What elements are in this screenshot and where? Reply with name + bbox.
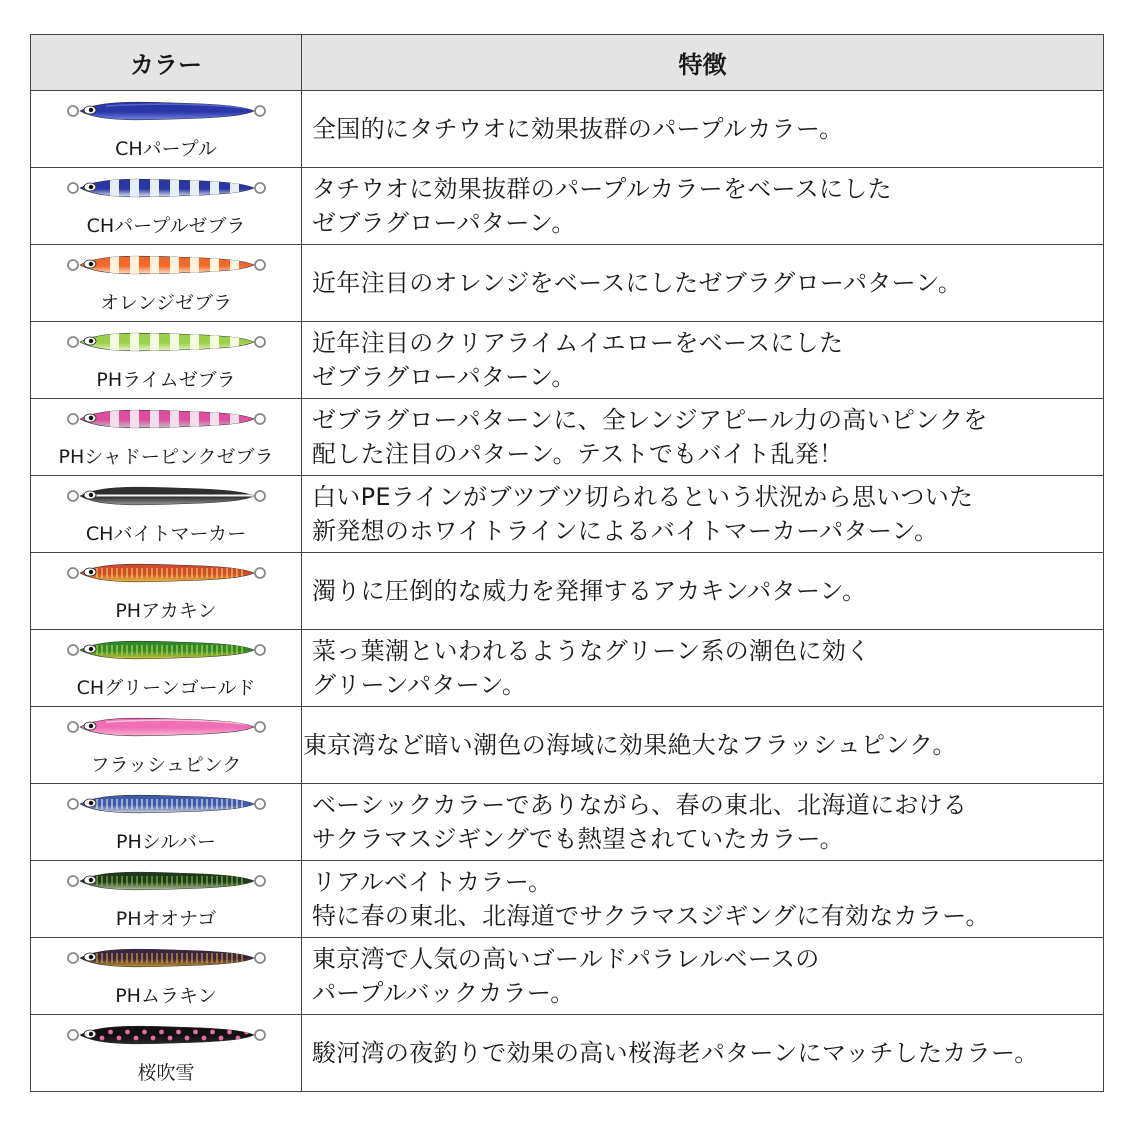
jig-lure-image [66, 559, 266, 587]
split-ring-icon [255, 645, 265, 655]
column-header-color: カラー [31, 35, 302, 91]
split-ring-icon [68, 645, 78, 655]
split-ring-icon [255, 183, 265, 193]
color-cell [31, 707, 302, 784]
color-cell [31, 553, 302, 630]
table-row [31, 1015, 1104, 1092]
color-name: フラッシュピンク [90, 754, 242, 776]
table-row [31, 168, 1104, 245]
feature-description: 近年注目のオレンジをベースにしたゼブラグローパターン。 [302, 245, 1104, 322]
table-row [31, 630, 1104, 707]
jig-lure-image [66, 636, 266, 664]
color-name: PHオオナゴ [115, 908, 217, 930]
split-ring-icon [68, 876, 78, 886]
color-cell [31, 784, 302, 861]
feature-description: 菜っ葉潮といわれるようなグリーン系の潮色に効く グリーンパターン。 [302, 630, 1104, 707]
jig-lure-image [66, 713, 266, 741]
split-ring-icon [255, 876, 265, 886]
table-header-row [31, 35, 1104, 91]
color-name: PHシャドーピンクゼブラ [58, 446, 274, 468]
split-ring-icon [255, 799, 265, 809]
lure-image-wrap [31, 251, 301, 291]
lure-image-wrap [31, 1021, 301, 1061]
split-ring-icon [68, 722, 78, 732]
jig-lure-image [66, 328, 266, 356]
column-header-feature: 特徴 [302, 35, 1104, 91]
lure-image-wrap [31, 559, 301, 599]
split-ring-icon [255, 568, 265, 578]
split-ring-icon [68, 106, 78, 116]
jig-lure-image [66, 251, 266, 279]
table-row [31, 938, 1104, 1015]
table-row [31, 553, 1104, 630]
table-row [31, 861, 1104, 938]
feature-description: 近年注目のクリアライムイエローをベースにした ゼブラグローパターン。 [302, 322, 1104, 399]
lure-image-wrap [31, 174, 301, 214]
split-ring-icon [255, 106, 265, 116]
lure-image-wrap [31, 405, 301, 445]
color-cell [31, 476, 302, 553]
lure-body [80, 333, 254, 351]
split-ring-icon [68, 953, 78, 963]
split-ring-icon [68, 414, 78, 424]
split-ring-icon [68, 1030, 78, 1040]
color-cell [31, 245, 302, 322]
color-cell [31, 91, 302, 168]
jig-lure-image [66, 405, 266, 433]
split-ring-icon [255, 722, 265, 732]
split-ring-icon [255, 491, 265, 501]
lure-image-wrap [31, 97, 301, 137]
split-ring-icon [68, 491, 78, 501]
split-ring-icon [68, 260, 78, 270]
color-name: 桜吹雪 [137, 1062, 195, 1084]
lure-image-wrap [31, 328, 301, 368]
table-row [31, 399, 1104, 476]
color-name: PHライムゼブラ [96, 369, 236, 391]
split-ring-icon [255, 1030, 265, 1040]
feature-description: ベーシックカラーでありながら、春の東北、北海道における サクラマスジギングでも熱望されていたカラー。 [302, 784, 1104, 861]
lure-image-wrap [31, 636, 301, 676]
color-name: CHバイトマーカー [85, 523, 247, 545]
table-row [31, 91, 1104, 168]
color-name: PHムラキン [115, 985, 217, 1007]
jig-lure-image [66, 944, 266, 972]
color-cell [31, 938, 302, 1015]
color-name: PHアカキン [115, 600, 217, 622]
split-ring-icon [255, 953, 265, 963]
jig-lure-image [66, 867, 266, 895]
jig-lure-image [66, 482, 266, 510]
feature-description: 駿河湾の夜釣りで効果の高い桜海老パターンにマッチしたカラー。 [302, 1015, 1104, 1092]
feature-description: リアルベイトカラー。 特に春の東北、北海道でサクラマスジギングに有効なカラー。 [302, 861, 1104, 938]
color-cell [31, 322, 302, 399]
lure-image-wrap [31, 944, 301, 984]
color-name: PHシルバー [116, 831, 216, 853]
jig-lure-image [66, 1021, 266, 1049]
color-name: CHグリーンゴールド [76, 677, 256, 699]
split-ring-icon [255, 260, 265, 270]
lure-image-wrap [31, 867, 301, 907]
lure-body [80, 256, 254, 274]
color-name: CHパープルゼブラ [86, 215, 246, 237]
split-ring-icon [255, 414, 265, 424]
split-ring-icon [68, 183, 78, 193]
lure-body [80, 179, 254, 197]
jig-lure-image [66, 174, 266, 202]
table-row [31, 476, 1104, 553]
feature-description: 白いPEラインがブツブツ切られるという状況から思いついた 新発想のホワイトラインによるバイトマーカーパターン。 [302, 476, 1104, 553]
color-name: オレンジゼブラ [99, 292, 233, 314]
color-feature-table [30, 34, 1104, 1092]
lure-body [80, 410, 254, 428]
color-cell [31, 630, 302, 707]
lure-body [80, 1026, 254, 1044]
color-name: CHパープル [115, 138, 217, 160]
jig-lure-image [66, 97, 266, 125]
feature-description: 濁りに圧倒的な威力を発揮するアカキンパターン。 [302, 553, 1104, 630]
table-row [31, 322, 1104, 399]
table-body [31, 91, 1104, 1092]
lure-image-wrap [31, 790, 301, 830]
split-ring-icon [68, 799, 78, 809]
feature-description: 東京湾など暗い潮色の海域に効果絶大なフラッシュピンク。 [302, 707, 1104, 784]
color-cell [31, 1015, 302, 1092]
table-row [31, 707, 1104, 784]
table-row [31, 245, 1104, 322]
feature-description: タチウオに効果抜群のパープルカラーをベースにした ゼブラグローパターン。 [302, 168, 1104, 245]
feature-description: ゼブラグローパターンに、全レンジアピール力の高いピンクを 配した注目のパターン。テストでもバイト乱発！ [302, 399, 1104, 476]
lure-image-wrap [31, 713, 301, 753]
table-row [31, 784, 1104, 861]
jig-lure-image [66, 790, 266, 818]
feature-description: 全国的にタチウオに効果抜群のパープルカラー。 [302, 91, 1104, 168]
color-cell [31, 861, 302, 938]
feature-description: 東京湾で人気の高いゴールドパラレルベースの パープルバックカラー。 [302, 938, 1104, 1015]
lure-image-wrap [31, 482, 301, 522]
split-ring-icon [68, 337, 78, 347]
color-cell [31, 399, 302, 476]
color-cell [31, 168, 302, 245]
split-ring-icon [255, 337, 265, 347]
split-ring-icon [68, 568, 78, 578]
